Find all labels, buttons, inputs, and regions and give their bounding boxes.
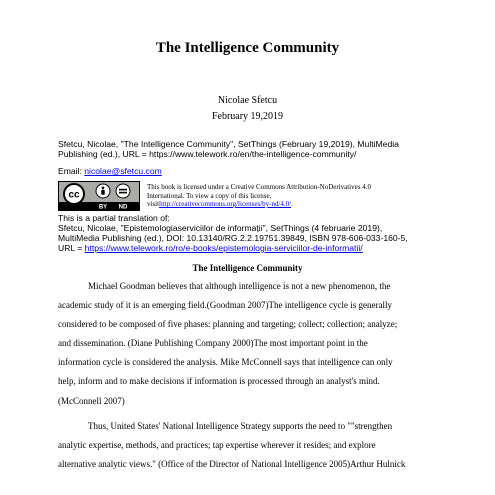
paragraph-line: considered to be composed of five phases: planning and targeting; collect; collection; analyze; xyxy=(58,319,398,330)
body-paragraph xyxy=(58,417,438,474)
license-notice xyxy=(147,183,447,209)
cc-license-badge[interactable] xyxy=(58,181,140,211)
citation-line: Sfetcu, Nicolae, "The Intelligence Community", SetThings (February 19,2019), MultiMedia xyxy=(58,139,399,149)
license-link[interactable]: http://creativecommons.org/licenses/by-nd/4.0/ xyxy=(159,200,292,208)
url-label: URL = xyxy=(58,243,85,253)
cc-logo-icon xyxy=(64,184,84,204)
paragraph-line: help, inform and to make decisions if information is processed through an analyst's mind. xyxy=(58,376,380,387)
badge-by-label: BY xyxy=(98,204,108,210)
attribution-icon xyxy=(96,184,110,198)
email-line xyxy=(58,166,162,176)
partial-translation-block xyxy=(58,213,468,253)
paragraph-line: and dissemination. (Diane Publishing Company 2000)The most important point in the xyxy=(58,338,368,349)
paragraph-line: alternative analytic views." (Office of the Director of National Intelligence 2005)Arthur Hulnick xyxy=(58,459,406,470)
partial-translation-line xyxy=(58,243,468,253)
section-heading: The Intelligence Community xyxy=(192,263,303,273)
license-line: This book is licensed under a Creative Commons Attribution-NoDerivatives 4.0 xyxy=(147,183,371,191)
no-derivatives-icon xyxy=(116,184,130,198)
partial-translation-line: This is a partial translation of: xyxy=(58,213,170,223)
email-label: Email: xyxy=(58,166,85,176)
license-suffix: . xyxy=(291,200,293,208)
paragraph-line: Thus, United States' National Intelligence Strategy supports the need to ""strengthen xyxy=(88,421,393,431)
paragraph-line: Michael Goodman believes that although intelligence is not a new phenomenon, the xyxy=(88,281,391,291)
license-line xyxy=(147,200,447,209)
original-book-link[interactable]: https://www.telework.ro/ro/e-books/epistemologia-serviciilor-de-informatii/ xyxy=(84,243,363,253)
license-line: International. To view a copy of this license, xyxy=(147,191,272,200)
paragraph-line: analytic expertise, methods, and practices; tap expertise wherever it resides; and explore xyxy=(58,440,376,451)
citation-line: Publishing (ed.), URL = https://www.telework.ro/en/the-intelligence-community/ xyxy=(58,149,357,159)
document-title: The Intelligence Community xyxy=(155,40,340,56)
body-paragraph xyxy=(58,277,438,411)
email-link[interactable]: nicolae@sfetcu.com xyxy=(84,166,162,176)
paragraph-line: academic study of it is an emerging field.(Goodman 2007)The intelligence cycle is generally xyxy=(58,300,392,311)
badge-nd-label: ND xyxy=(118,204,128,210)
paragraph-line: information cycle is considered the analysis. Mike McConnell says that intelligence can only xyxy=(58,357,393,368)
cc-logo-text: cc xyxy=(68,189,80,201)
license-visit-label: visit xyxy=(147,200,160,208)
publication-date: February 19,2019 xyxy=(211,111,284,122)
author-name: Nicolae Sfetcu xyxy=(217,95,278,106)
partial-translation-line: MultiMedia Publishing (ed.), DOI: 10.13140/RG.2.2.19751.39849, ISBN 978-606-033-160-5, xyxy=(58,233,408,243)
partial-translation-line: Sfetcu, Nicolae, "Epistemologiaserviciilor de informații", SetThings (4 februarie 2019), xyxy=(58,223,383,233)
citation-block xyxy=(58,139,458,159)
paragraph-line: (McConnell 2007) xyxy=(58,395,125,406)
